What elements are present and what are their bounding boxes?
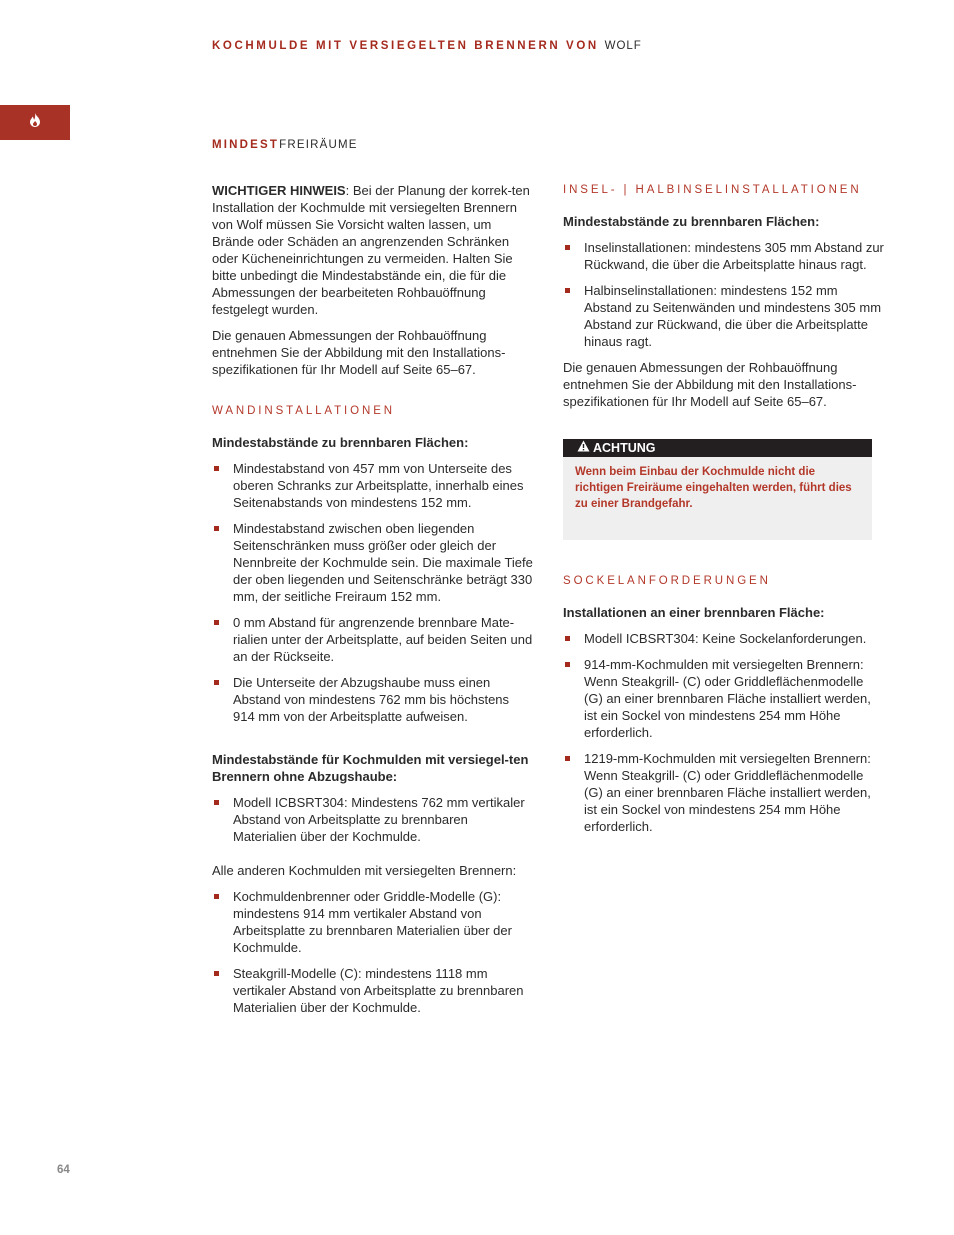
list-item: Die Unterseite der Abzugshaube muss einen Abstand von mindestens 762 mm bis höchstens 914 mm von der Arbeitsplatte aufweisen. <box>212 674 534 725</box>
plinth-list <box>563 630 885 835</box>
warning-text: Wenn beim Einbau der Kochmulde nicht die richtigen Freiräume eingehalten werden, führt dies zu einer Brandgefahr. <box>575 466 852 510</box>
island-installations-heading: INSEL- | HALBINSELINSTALLATIONEN <box>563 184 862 196</box>
bullet-icon <box>214 680 219 685</box>
important-note-text: : Bei der Planung der korrek-ten Installation der Kochmulde mit versiegelten Brennern von Wolf müssen Sie Vorsicht walten lassen, um Brände oder Schäden an angrenzenden Schränken oder Kücheneinrichtungen zu vermeiden. Halten Sie bitte unbedingt die Mindestabstände ein, die für die Abmessungen der bearbeiteten Rohbauöffnung festgelegt wurden. <box>212 183 530 317</box>
bullet-icon <box>565 662 570 667</box>
list-item: Inselinstallationen: mindestens 305 mm Abstand zur Rückwand, die über die Arbeitsplatte hinaus ragt. <box>563 239 885 273</box>
warning-box <box>563 439 872 540</box>
section-title <box>212 139 358 151</box>
island-list <box>563 239 885 350</box>
right-column <box>563 182 885 844</box>
section-title-accent: MINDEST <box>212 139 280 151</box>
list-item: Mindestabstand zwischen oben liegenden Seitenschränken muss größer oder gleich der Nennbreite der Kochmulde sein. Die maximale Tiefe der oben liegenden und Seitenschränke beträgt 330 mm, der seitliche Freiraum 152 mm. <box>212 520 534 605</box>
bullet-icon <box>214 526 219 531</box>
no-hood-subheading: Mindestabstände für Kochmulden mit versiegel-ten Brennern ohne Abzugshaube: <box>212 752 529 784</box>
plinth-subheading: Installationen an einer brennbaren Fläche: <box>563 605 825 620</box>
list-item: Mindestabstand von 457 mm von Unterseite des oberen Schranks zur Arbeitsplatte, innerhalb eines Seitenabstands von mindestens 152 mm. <box>212 460 534 511</box>
island-subheading: Mindestabstände zu brennbaren Flächen: <box>563 214 820 229</box>
wall-subheading: Mindestabstände zu brennbaren Flächen: <box>212 435 469 450</box>
flame-icon <box>29 113 41 132</box>
important-note-label: WICHTIGER HINWEIS <box>212 183 346 198</box>
bullet-icon <box>214 466 219 471</box>
warning-label: ACHTUNG <box>593 441 656 455</box>
bullet-icon <box>214 971 219 976</box>
list-item: 1219-mm-Kochmulden mit versiegelten Brennern: Wenn Steakgrill- (C) oder Griddleflächenmodelle (G) an einer brennbaren Fläche installiert werden, ist ein Sockel von mindestens 254 mm Höhe erforderlich. <box>563 750 885 835</box>
list-item: Steakgrill-Modelle (C): mindestens 1118 mm vertikaler Abstand von Arbeitsplatte zu brennbaren Materialien über der Kochmulde. <box>212 965 534 1016</box>
other-cooktops-text: Alle anderen Kochmulden mit versiegelten Brennern: <box>212 863 517 878</box>
plinth-heading: SOCKELANFORDERUNGEN <box>563 575 771 587</box>
section-tab <box>0 105 70 140</box>
bullet-icon <box>565 636 570 641</box>
bullet-icon <box>565 245 570 250</box>
bullet-icon <box>214 620 219 625</box>
other-cooktops-list <box>212 888 534 1016</box>
wall-installations-heading: WANDINSTALLATIONEN <box>212 405 395 417</box>
bullet-icon <box>214 800 219 805</box>
list-item: Modell ICBSRT304: Mindestens 762 mm vertikaler Abstand von Arbeitsplatte zu brennbaren Materialien über der Kochmulde. <box>212 794 534 845</box>
bullet-icon <box>565 756 570 761</box>
no-hood-list <box>212 794 534 845</box>
important-note <box>212 182 534 318</box>
warning-header <box>563 439 872 457</box>
running-header <box>212 40 642 52</box>
page-number: 64 <box>57 1164 70 1176</box>
list-item: 0 mm Abstand für angrenzende brennbare Mate-rialien unter der Arbeitsplatte, auf beiden Seiten und an der Rückseite. <box>212 614 534 665</box>
section-title-rest: FREIRÄUME <box>279 139 358 151</box>
left-column <box>212 182 534 1025</box>
list-item: Modell ICBSRT304: Keine Sockelanforderungen. <box>563 630 885 647</box>
dimensions-note: Die genauen Abmessungen der Rohbauöffnung entnehmen Sie der Abbildung mit den Installations-spezifikationen für Ihr Modell auf Seite 65–67. <box>212 328 506 377</box>
list-item: 914-mm-Kochmulden mit versiegelten Brennern: Wenn Steakgrill- (C) oder Griddleflächenmodelle (G) an einer brennbaren Fläche installiert werden, ist ein Sockel von mindestens 254 mm Höhe erforderlich. <box>563 656 885 741</box>
list-item: Halbinselinstallationen: mindestens 152 mm Abstand zu Seitenwänden und mindestens 305 mm Abstand zur Rückwand, die über die Arbeitsplatte hinaus ragt. <box>563 282 885 350</box>
bullet-icon <box>214 894 219 899</box>
warning-triangle-icon <box>577 439 593 457</box>
header-title: KOCHMULDE MIT VERSIEGELTEN BRENNERN VON <box>212 40 599 52</box>
island-dimensions-note: Die genauen Abmessungen der Rohbauöffnung entnehmen Sie der Abbildung mit den Installations-spezifikationen für Ihr Modell auf Seite 65–67. <box>563 360 857 409</box>
bullet-icon <box>565 288 570 293</box>
wall-list <box>212 460 534 725</box>
header-brand: WOLF <box>604 40 642 52</box>
list-item: Kochmuldenbrenner oder Griddle-Modelle (G): mindestens 914 mm vertikaler Abstand von Arbeitsplatte zu brennbaren Materialien über der Kochmulde. <box>212 888 534 956</box>
